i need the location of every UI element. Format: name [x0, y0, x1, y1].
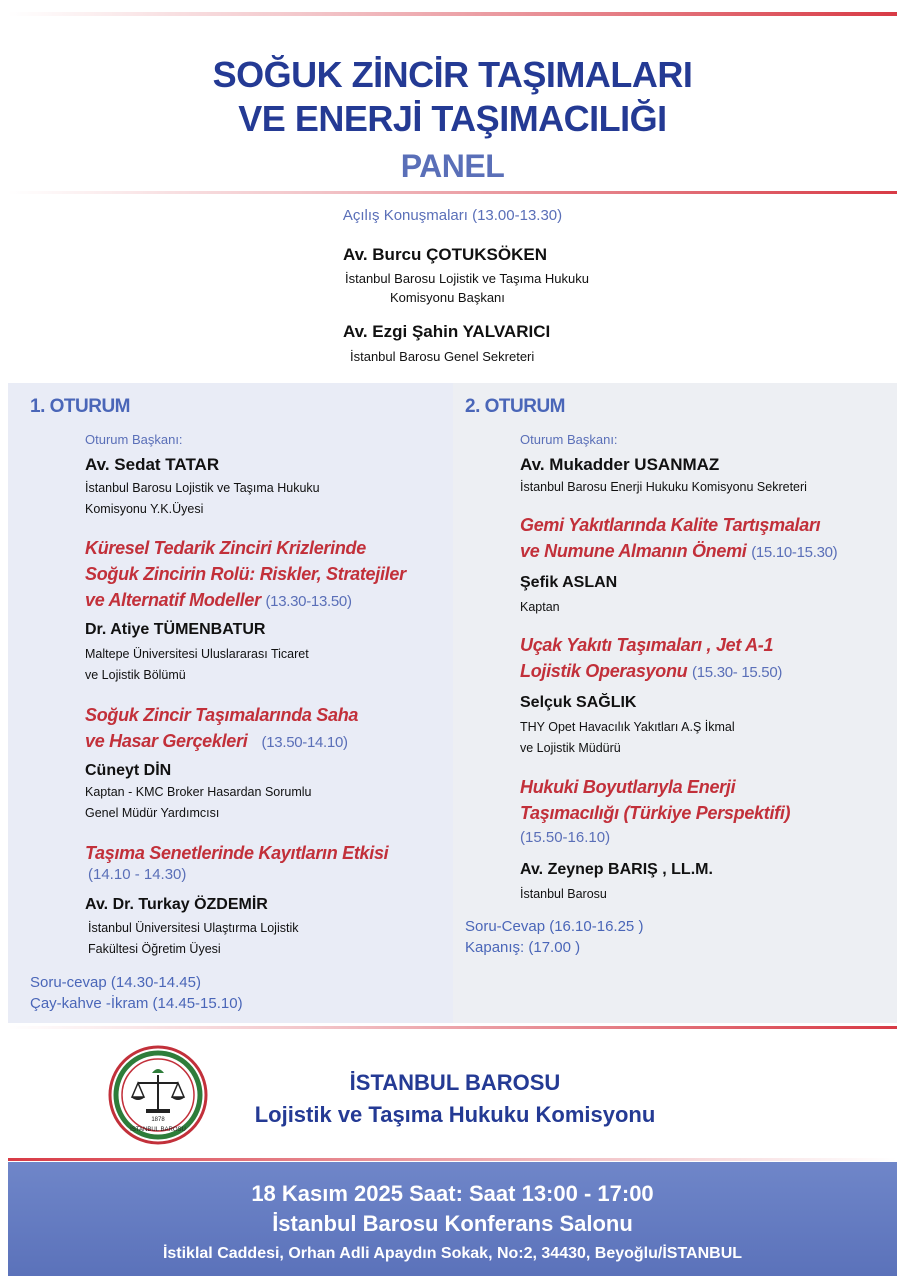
session-2-closing: Kapanış: (17.00 ) [465, 939, 581, 956]
opening-speaker-1-role-2: Komisyonu Başkanı [390, 290, 505, 305]
s2-talk-3-title: Hukuki Boyutlarıyla Enerji Taşımacılığı (Türkiye Perspektifi) [520, 777, 791, 823]
s1-talk-3-time: (14.10 - 14.30) [88, 866, 187, 883]
organizer-name: İSTANBUL BAROSU [349, 1070, 561, 1095]
s1-talk-2-title: Soğuk Zincir Taşımalarında Saha ve Hasar Gerçekleri (13.50-14.10) [85, 705, 359, 751]
title-line-1: SOĞUK ZİNCİR TAŞIMALARI [212, 54, 693, 95]
session-1-chair-affil-2: Komisyonu Y.K.Üyesi [85, 502, 204, 516]
s1-talk-3-title: Taşıma Senetlerinde Kayıtların Etkisi [85, 843, 389, 863]
s1-talk-1-affil: Maltepe Üniversitesi Uluslararası Ticaret [85, 647, 309, 661]
session-1-chair-label: Oturum Başkanı: [85, 432, 183, 447]
s1-talk-1-speaker: Dr. Atiye TÜMENBATUR [85, 621, 266, 638]
s2-talk-1-title: Gemi Yakıtlarında Kalite Tartışmaları ve Numune Almanın Önemi (15.10-15.30) [520, 515, 838, 561]
session-1-qa: Soru-cevap (14.30-14.45) [30, 974, 201, 991]
title-line-2: VE ENERJİ TAŞIMACILIĞI [238, 98, 667, 139]
svg-text:1878: 1878 [151, 1117, 165, 1123]
s2-talk-1-affil: Kaptan [520, 600, 560, 614]
session-1-chair-name: Av. Sedat TATAR [85, 455, 220, 474]
s2-talk-2-time: (15.30- 15.50) [692, 664, 783, 681]
session-2-qa: Soru-Cevap (16.10-16.25 ) [465, 918, 644, 935]
opening-speaker-1-role: İstanbul Barosu Lojistik ve Taşıma Hukuku [345, 271, 589, 286]
istanbul-barosu-logo-icon [108, 1045, 208, 1145]
s2-talk-2-speaker: Selçuk SAĞLIK [520, 694, 637, 711]
s1-talk-2-time: (13.50-14.10) [261, 734, 348, 751]
top-divider [8, 12, 897, 16]
session-1-break: Çay-kahve -İkram (14.45-15.10) [30, 995, 243, 1012]
footer-divider [8, 1158, 897, 1161]
event-date-time: 18 Kasım 2025 Saat: Saat 13:00 - 17:00 [251, 1181, 654, 1206]
session-2-chair-name: Av. Mukadder USANMAZ [520, 455, 720, 474]
s1-talk-2-speaker: Cüneyt DİN [85, 762, 172, 779]
session-2-chair-affil: İstanbul Barosu Enerji Hukuku Komisyonu Sekreteri [520, 480, 807, 494]
opening-speaker-2-role: İstanbul Barosu Genel Sekreteri [350, 349, 535, 364]
s2-talk-3-time: (15.50-16.10) [520, 829, 611, 846]
s2-talk-2-title: Uçak Yakıtı Taşımaları , Jet A-1 Lojistik Operasyonu (15.30- 15.50) [520, 635, 783, 681]
opening-speaker-1-name: Av. Burcu ÇOTUKSÖKEN [343, 245, 548, 264]
session-2-chair-label: Oturum Başkanı: [520, 432, 618, 447]
session-1-heading: 1. OTURUM [30, 396, 130, 417]
opening-label: Açılış Konuşmaları (13.00-13.30) [342, 207, 563, 224]
s1-talk-3-speaker: Av. Dr. Turkay ÖZDEMİR [85, 896, 268, 913]
s2-talk-3-speaker: Av. Zeynep BARIŞ , LL.M. [520, 861, 713, 878]
event-venue: İstanbul Barosu Konferans Salonu [272, 1211, 633, 1236]
session-2-heading: 2. OTURUM [465, 396, 565, 417]
s1-talk-3-affil-2: Fakültesi Öğretim Üyesi [88, 942, 221, 956]
s1-talk-1-time: (13.30-13.50) [265, 593, 352, 610]
opening-speaker-2-name: Av. Ezgi Şahin YALVARICI [343, 322, 551, 341]
s1-talk-1-affil-2: ve Lojistik Bölümü [85, 668, 186, 682]
s2-talk-2-affil: THY Opet Havacılık Yakıtları A.Ş İkmal [520, 720, 735, 734]
s2-talk-3-affil: İstanbul Barosu [520, 887, 607, 901]
organizer-divider [8, 1026, 897, 1029]
title-panel: PANEL [400, 148, 505, 184]
s1-talk-2-affil-2: Genel Müdür Yardımcısı [85, 806, 220, 820]
session-1-chair-affil: İstanbul Barosu Lojistik ve Taşıma Hukuku [85, 481, 320, 495]
s2-talk-2-affil-2: ve Lojistik Müdürü [520, 741, 621, 755]
title-divider [8, 191, 897, 194]
event-address: İstiklal Caddesi, Orhan Adli Apaydın Sokak, No:2, 34430, Beyoğlu/İSTANBUL [162, 1245, 743, 1262]
s2-talk-1-speaker: Şefik ASLAN [520, 574, 618, 591]
s2-talk-1-time: (15.10-15.30) [751, 544, 838, 561]
s1-talk-1-title: Küresel Tedarik Zinciri Krizlerinde Soğuk Zincirin Rolü: Riskler, Stratejiler ve Alternatif Modeller (13.30-13.50) [85, 538, 406, 610]
s1-talk-2-affil: Kaptan - KMC Broker Hasardan Sorumlu [85, 785, 312, 799]
organizer-committee: Lojistik ve Taşıma Hukuku Komisyonu [254, 1102, 656, 1127]
svg-text:İSTANBUL BAROSU: İSTANBUL BAROSU [130, 1127, 186, 1133]
s1-talk-3-affil: İstanbul Üniversitesi Ulaştırma Lojistik [88, 921, 299, 935]
